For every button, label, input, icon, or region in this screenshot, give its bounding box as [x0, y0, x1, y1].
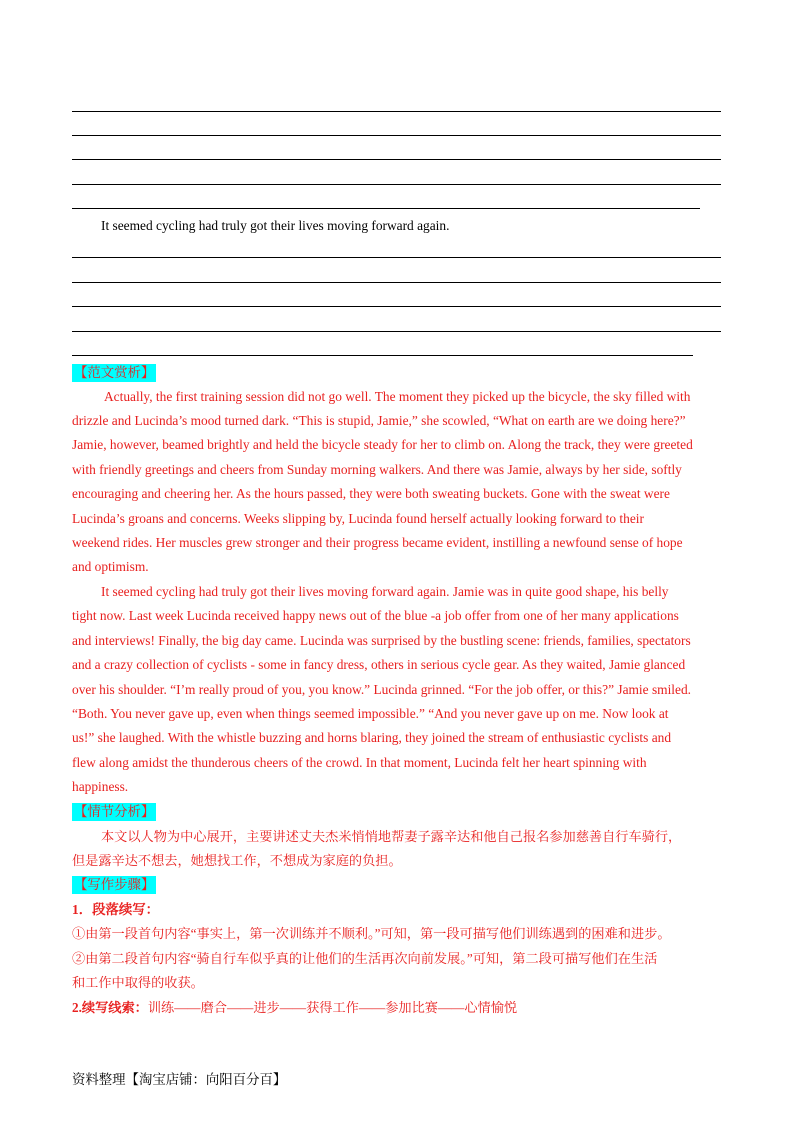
writing-line	[72, 306, 721, 307]
essay-line: happiness.	[72, 779, 129, 794]
writing-line	[72, 257, 721, 258]
essay-line: Jamie, however, beamed brightly and held the bicycle steady for her to climb on. Along the track, they were greeted	[72, 437, 693, 452]
section-tag-model-essay: 【范文赏析】	[74, 365, 155, 380]
steps-item-2: ②由第二段首句内容“骑自行车似乎真的让他们的生活再次向前发展。”可知，第二段可描写他们在生活	[72, 951, 658, 966]
writing-line	[72, 111, 721, 112]
steps-clue-row	[72, 1000, 517, 1016]
steps-item-2-continued: 和工作中取得的收获。	[72, 975, 204, 990]
essay-line: Actually, the first training session did not go well. The moment they picked up the bicycle, the sky filled with	[104, 389, 691, 404]
analysis-line: 但是露辛达不想去，她想找工作，不想成为家庭的负担。	[72, 853, 402, 868]
essay-line: over his shoulder. “I’m really proud of you, you know.” Lucinda grinned. “For the job offer, or this?” Jamie smiled.	[72, 682, 692, 697]
essay-line: drizzle and Lucinda’s mood turned dark. “This is stupid, Jamie,” she scowled, “What on earth are we doing here?”	[72, 413, 686, 428]
paragraph-opening-sentence: It seemed cycling had truly got their lives moving forward again.	[101, 218, 450, 233]
essay-line: us!” she laughed. With the whistle buzzing and horns blaring, they joined the stream of enthusiastic cyclists and	[72, 730, 672, 745]
essay-line: weekend rides. Her muscles grew stronger and their progress became evident, instilling a newfound sense of hope	[72, 535, 683, 550]
essay-line: and a crazy collection of cyclists - some in fancy dress, others in serious cycle gear. As they waited, Jamie glanced	[72, 657, 686, 672]
page-footer: 资料整理【淘宝店铺：向阳百分百】	[72, 1072, 287, 1087]
essay-line: flew along amidst the thunderous cheers of the crowd. In that moment, Lucinda felt her heart spinning with	[72, 755, 647, 770]
steps-heading-paragraph: 1．段落续写：	[72, 902, 160, 917]
essay-line: tight now. Last week Lucinda received happy news out of the blue -a job offer from one of her many applications	[72, 608, 679, 623]
writing-line	[72, 355, 693, 356]
essay-line: Lucinda’s groans and concerns. Weeks slipping by, Lucinda found herself actually looking forward to their	[72, 511, 644, 526]
section-tag-writing-steps: 【写作步骤】	[74, 877, 155, 892]
steps-item-1: ①由第一段首句内容“事实上，第一次训练并不顺利。”可知，第一段可描写他们训练遇到的困难和进步。	[72, 926, 671, 941]
steps-clue-text: 训练——磨合——进步——获得工作——参加比赛——心情愉悦	[147, 1000, 518, 1015]
writing-line	[72, 331, 721, 332]
writing-line	[72, 159, 721, 160]
steps-heading-clue: 2.续写线索：	[72, 1000, 148, 1015]
essay-line: encouraging and cheering her. As the hours passed, they were both sweating buckets. Gone with the sweat were	[72, 486, 670, 501]
analysis-line: 本文以人物为中心展开，主要讲述丈夫杰米悄悄地帮妻子露辛达和他自己报名参加慈善自行车骑行，	[101, 829, 682, 844]
writing-line	[72, 184, 721, 185]
essay-line: It seemed cycling had truly got their lives moving forward again. Jamie was in quite good shape, his belly	[101, 584, 669, 599]
essay-line: and interviews! Finally, the big day came. Lucinda was surprised by the bustling scene: friends, families, spectators	[72, 633, 691, 648]
writing-line	[72, 135, 721, 136]
essay-line: “Both. You never gave up, even when things seemed impossible.” “And you never gave up on me. Now look at	[72, 706, 669, 721]
essay-line: with friendly greetings and cheers from Sunday morning walkers. And there was Jamie, always by her side, softly	[72, 462, 682, 477]
writing-line	[72, 208, 700, 209]
writing-line	[72, 282, 721, 283]
section-tag-plot-analysis: 【情节分析】	[74, 804, 155, 819]
essay-line: and optimism.	[72, 559, 149, 574]
